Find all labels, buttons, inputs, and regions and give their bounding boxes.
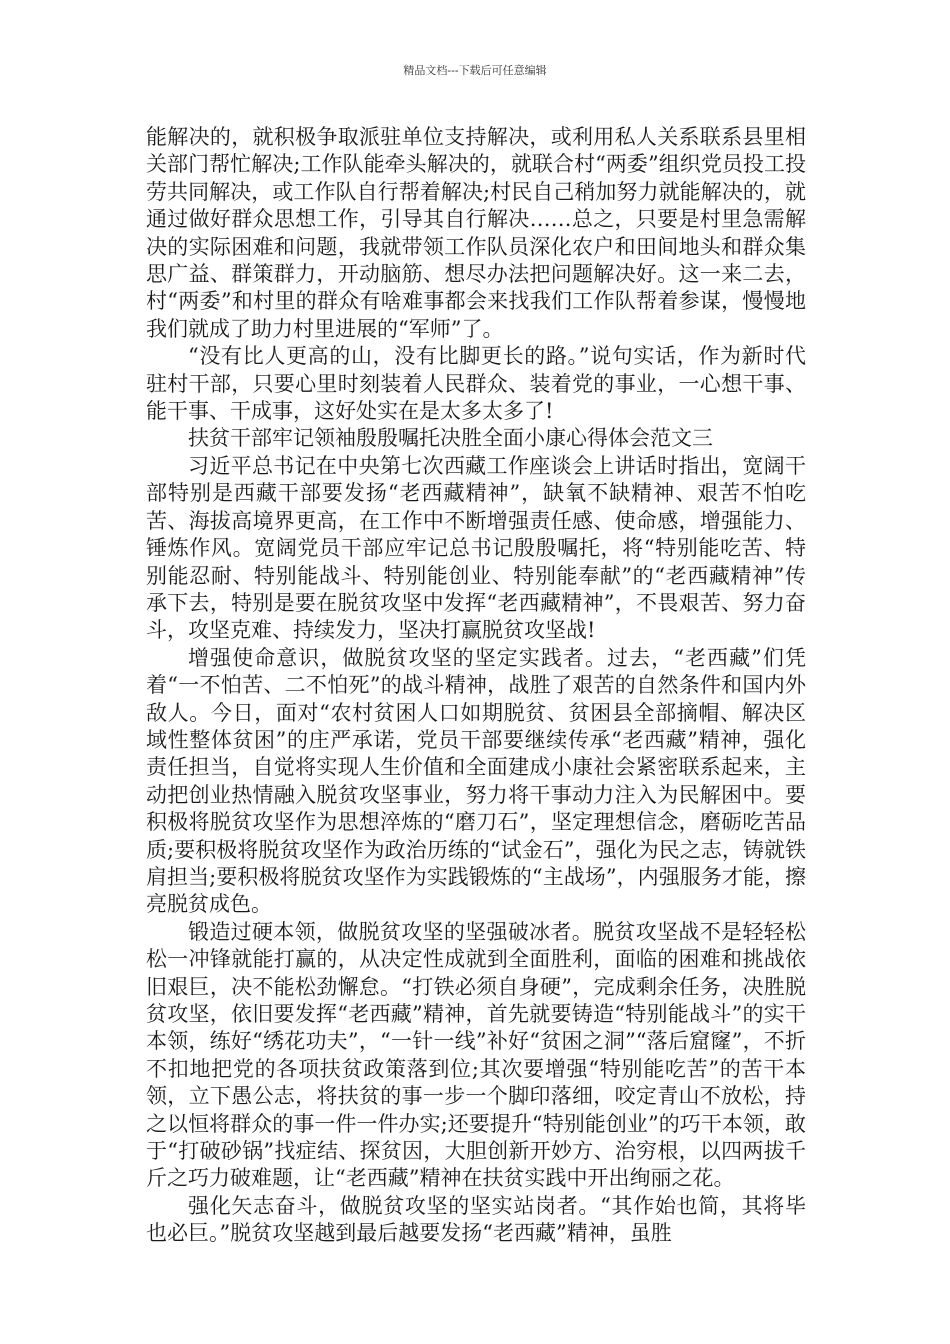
paragraph-4: 增强使命意识，做脱贫攻坚的坚定实践者。过去，“老西藏”们凭着“一不怕苦、二不怕死”的战斗精神，战胜了艰苦的自然条件和国内外敌人。今日，面对“农村贫困人口如期脱贫、贫困县全部摘帽、解决区域性整体贫困”的庄严承诺，党员干部要继续传承“老西藏”精神，强化责任担当，自觉将实现人生价值和全面建成小康社会紧密联系起来，主动把创业热情融入脱贫攻坚事业，努力将干事动力注入为民解困中。要积极将脱贫攻坚作为思想淬炼的“磨刀石”，坚定理想信念，磨砺吃苦品质;要积极将脱贫攻坚作为政治历练的“试金石”，强化为民之志，铸就铁肩担当;要积极将脱贫攻坚作为实践锻炼的“主战场”，内强服务才能，擦亮脱贫成色。	[146, 645, 806, 917]
paragraph-3: 习近平总书记在中央第七次西藏工作座谈会上讲话时指出，宽阔干部特别是西藏干部要发扬“老西藏精神”，缺氧不缺精神、艰苦不怕吃苦、海拔高境界更高，在工作中不断增强责任感、使命感，增强能力、锤炼作风。宽阔党员干部应牢记总书记殷殷嘱托，将“特别能吃苦、特别能忍耐、特别能战斗、特别能创业、特别能奉献”的“老西藏精神”传承下去，特别是要在脱贫攻坚中发挥“老西藏精神”，不畏艰苦、努力奋斗，攻坚克难、持续发力，坚决打赢脱贫攻坚战!	[146, 453, 806, 643]
paragraph-1: 能解决的，就积极争取派驻单位支持解决，或利用私人关系联系县里相关部门帮忙解决;工作队能牵头解决的，就联合村“两委”组织党员投工投劳共同解决，或工作队自行帮着解决;村民自己稍加努力就能解决的，就通过做好群众思想工作，引导其自行解决……总之，只要是村里急需解决的实际困难和问题，我就带领工作队员深化农户和田间地头和群众集思广益、群策群力，开动脑筋、想尽办法把问题解决好。这一来二去，村“两委”和村里的群众有啥难事都会来找我们工作队帮着参谋，慢慢地我们就成了助力村里进展的“军师”了。	[146, 125, 806, 341]
paragraph-2: “没有比人更高的山，没有比脚更长的路。”说句实话，作为新时代驻村干部，只要心里时刻装着人民群众、装着党的事业，一心想干事、能干事、干成事，这好处实在是太多太多了!	[146, 344, 806, 424]
document-body	[146, 124, 806, 1248]
paragraph-6: 强化矢志奋斗，做脱贫攻坚的坚实站岗者。“其作始也简，其将毕也必巨。”脱贫攻坚越到最后越要发扬“老西藏”精神，虽胜	[146, 1193, 806, 1246]
page-header: 精品文档---下载后可任意编辑	[403, 64, 547, 77]
section-title: 扶贫干部牢记领袖殷殷嘱托决胜全面小康心得体会范文三	[188, 426, 713, 451]
paragraph-5: 锻造过硬本领，做脱贫攻坚的坚强破冰者。脱贫攻坚战不是轻轻松松一冲锋就能打赢的，从决定性成就到全面胜利，面临的困难和挑战依旧艰巨，决不能松劲懈怠。“打铁必须自身硬”，完成剩余任务，决胜脱贫攻坚，依旧要发挥“老西藏”精神，首先就要铸造“特别能战斗”的实干本领，练好“绣花功夫”，“一针一线”补好“贫困之洞”“落后窟窿”，不折不扣地把党的各项扶贫政策落到位;其次要增强“特别能吃苦”的苦干本领，立下愚公志，将扶贫的事一步一个脚印落细，咬定青山不放松，持之以恒将群众的事一件一件办实;还要提升“特别能创业”的巧干本领，敢于“打破砂锅”找症结、探贫因，大胆创新开妙方、治穷根，以四两拔千斤之巧力破难题，让“老西藏”精神在扶贫实践中开出绚丽之花。	[146, 919, 806, 1191]
